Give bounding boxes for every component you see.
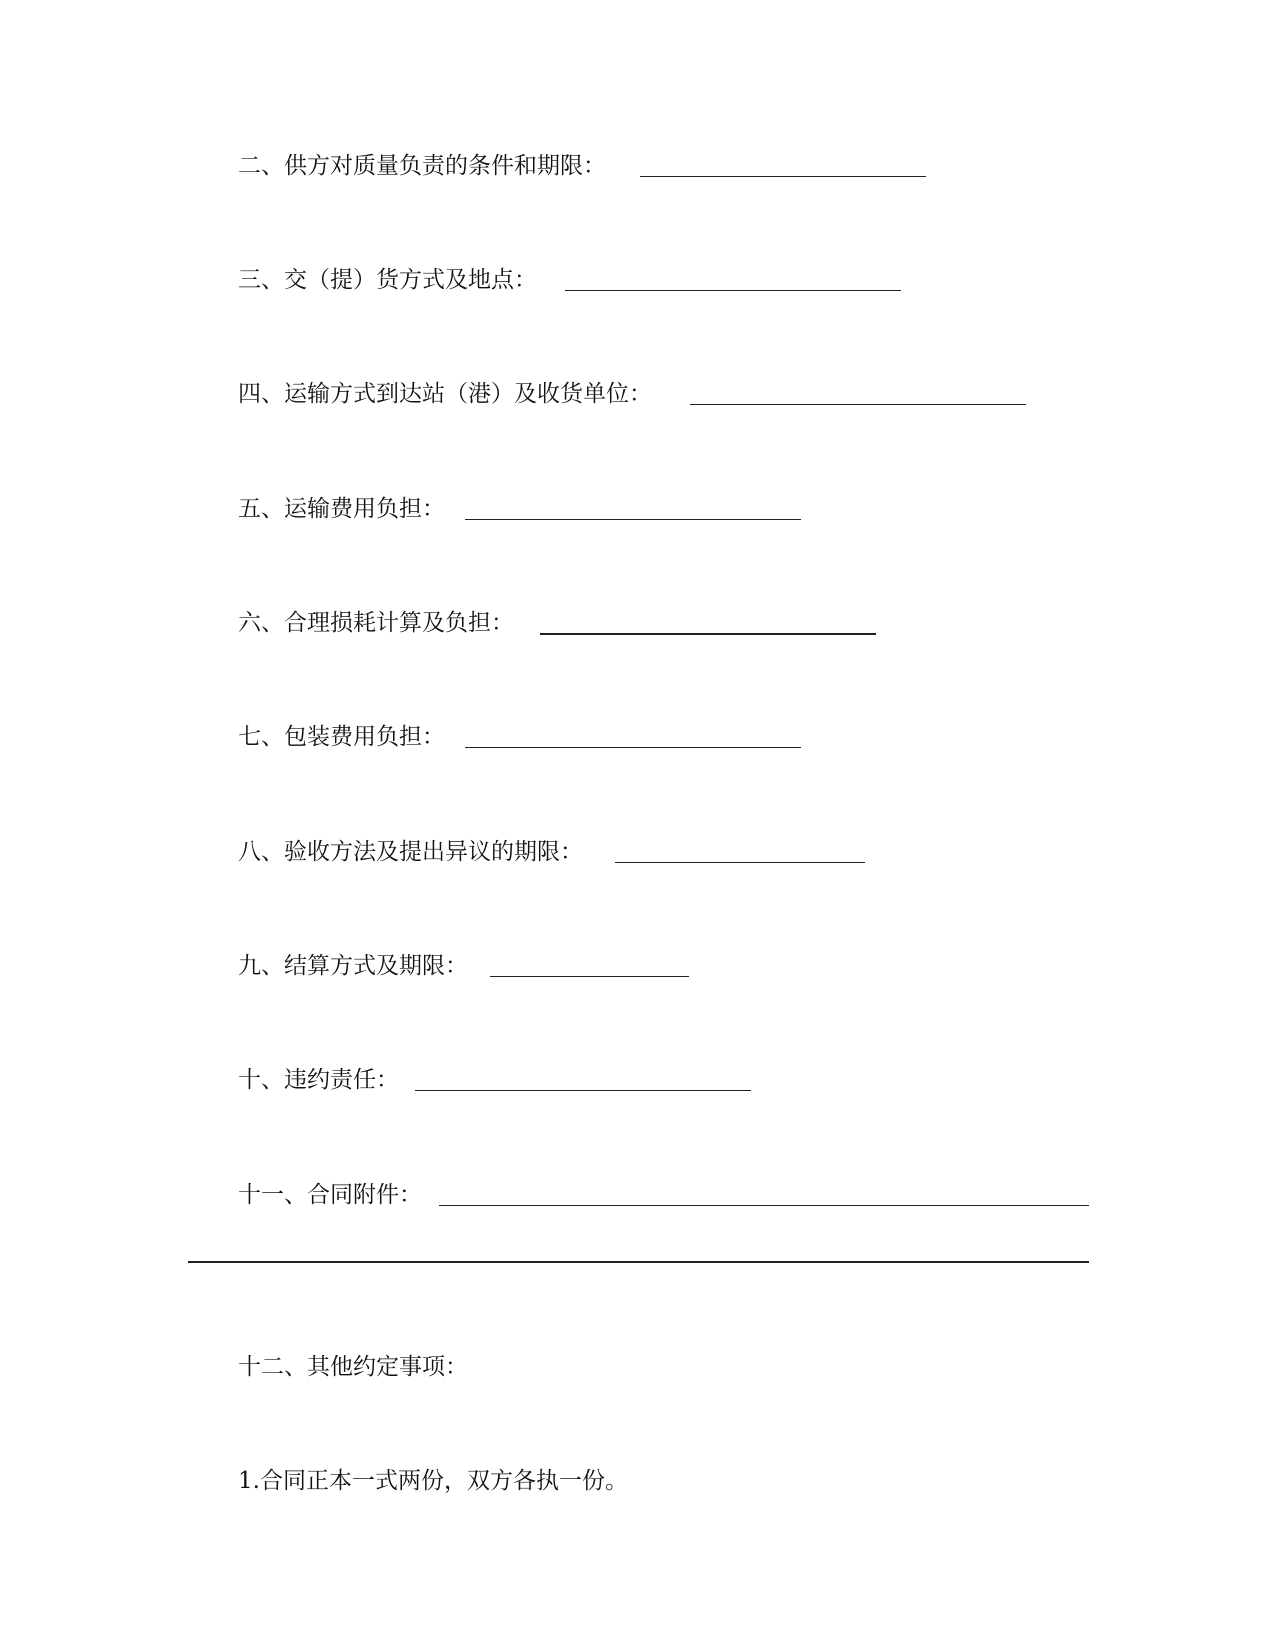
clause-contract-attachments: 十一、合同附件： (238, 1182, 422, 1208)
clause-quality-responsibility: 二、供方对质量负责的条件和期限： (238, 153, 606, 179)
clause-transport-cost: 五、运输费用负担： (238, 496, 445, 522)
clause-delivery-method: 三、交（提）货方式及地点： (238, 267, 537, 293)
packaging-cost-field[interactable] (465, 747, 801, 748)
transport-cost-field[interactable] (465, 519, 801, 520)
clause-breach-liability: 十、违约责任： (238, 1067, 399, 1093)
breach-liability-field[interactable] (415, 1090, 751, 1091)
transport-destination-field[interactable] (690, 404, 1026, 405)
clause-packaging-cost: 七、包装费用负担： (238, 724, 445, 750)
contract-attachments-continuation-line[interactable] (188, 1261, 1089, 1263)
clause-loss-calculation: 六、合理损耗计算及负担： (238, 610, 514, 636)
clause-settlement-method: 九、结算方式及期限： (238, 953, 468, 979)
clause-acceptance-method: 八、验收方法及提出异议的期限： (238, 839, 583, 865)
other-terms-item-1: 1.合同正本一式两份，双方各执一份。 (238, 1468, 628, 1494)
delivery-method-field[interactable] (565, 290, 901, 291)
settlement-method-field[interactable] (490, 976, 689, 977)
acceptance-method-field[interactable] (615, 862, 865, 863)
quality-responsibility-field[interactable] (640, 176, 926, 177)
contract-attachments-field[interactable] (439, 1205, 1089, 1206)
clause-transport-destination: 四、运输方式到达站（港）及收货单位： (238, 381, 652, 407)
loss-calculation-field[interactable] (540, 633, 876, 635)
clause-other-terms: 十二、其他约定事项： (238, 1354, 468, 1380)
